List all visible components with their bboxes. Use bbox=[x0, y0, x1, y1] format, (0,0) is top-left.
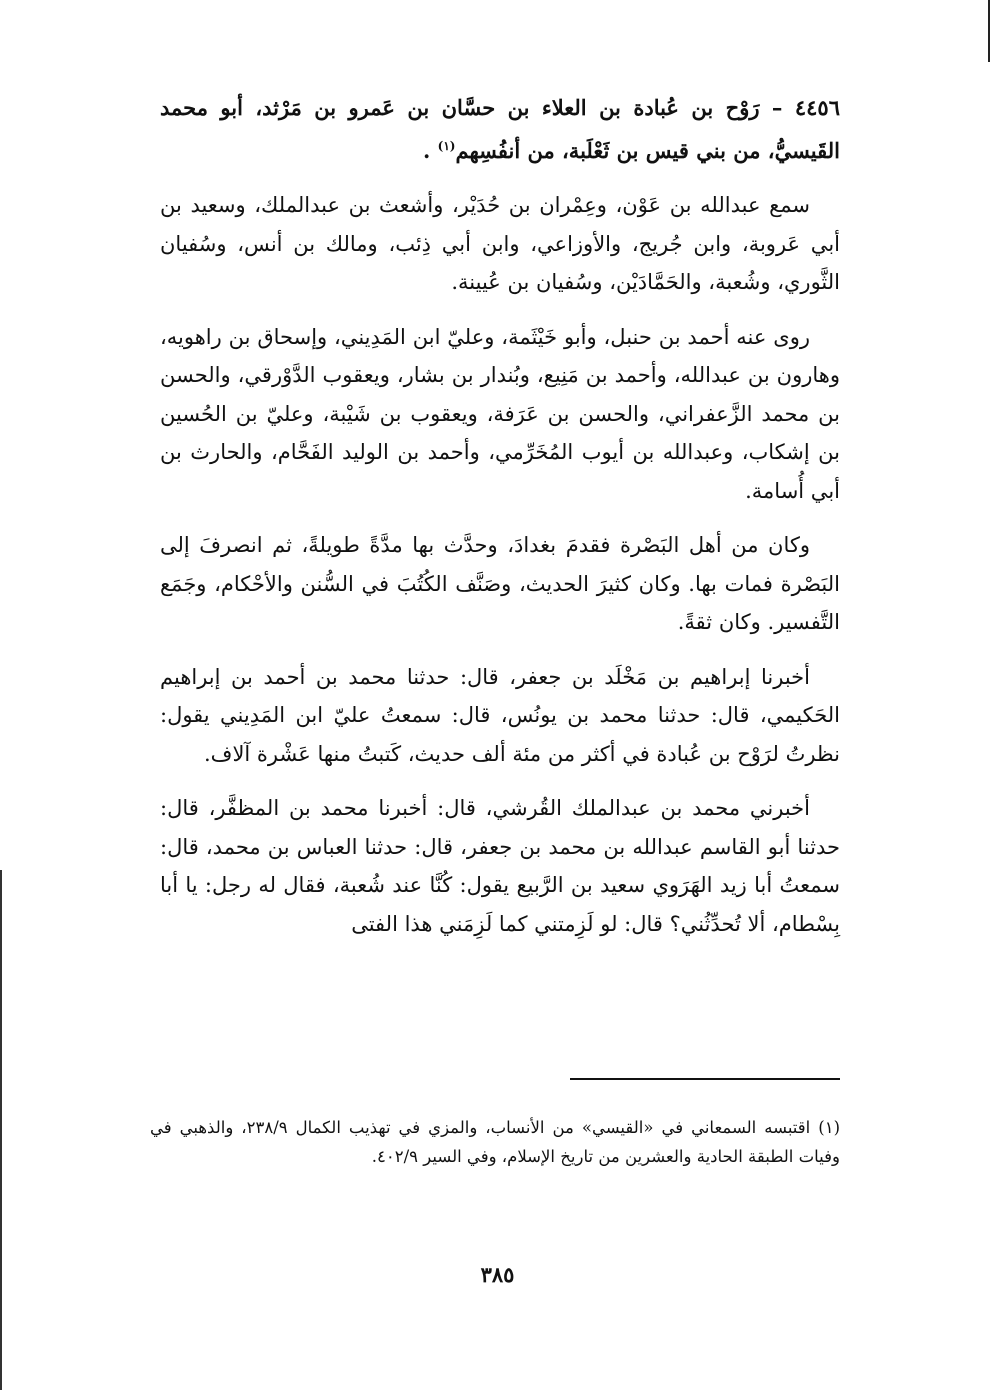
entry-heading-text: ٤٤٥٦ – رَوْح بن عُبادة بن العلاء بن حسَّان بن عَمرو بن مَرْثد، أبو محمد القَيسيُّ، من بني قيس بن ثَعْلَبة، من أنفُسِهم bbox=[160, 95, 840, 163]
paragraph-narration-2: أخبرني محمد بن عبدالملك القُرشي، قال: أخبرنا محمد بن المظفَّر، قال: حدثنا أبو القاسم عبدالله بن محمد بن جعفر، قال: حدثنا العباس بن محمد، قال: سمعتُ أبا زيد الهَرَوي سعيد بن الرَّبيع يقول: كُنَّا عند شُعبة، فقال له رجل: يا أبا بِسْطام، ألا تُحدِّثُني؟ قال: لو لَزِمتني كما لَزِمَني هذا الفتى bbox=[160, 796, 840, 936]
page-number: ٣٨٥ bbox=[480, 1262, 515, 1287]
paragraph-teachers: سمع عبدالله بن عَوْن، وعِمْران بن حُدَيْر، وأشعث بن عبدالملك، وسعيد بن أبي عَروبة، وابن جُريج، والأوزاعي، وابن أبي ذِئب، ومالك بن أنس، وسُفيان الثَّوري، وشُعبة، والحَمَّادَيْن، وسُفيان بن عُيينة. bbox=[160, 193, 840, 294]
paragraph-students: روى عنه أحمد بن حنبل، وأبو خَيْثَمة، وعليّ ابن المَدِيني، وإسحاق بن راهويه، وهارون بن عبدالله، وأحمد بن مَنِيع، وبُندار بن بشار، ويعقوب الدَّوْرقي، والحسن بن محمد الزَّعفراني، والحسن بن عَرَفة، ويعقوب بن شَيْبة، وعليّ بن الحُسين بن إشكاب، وعبدالله بن أيوب المُخَرِّمي، وأحمد بن الوليد الفَحَّام، والحارث بن أبي أُسامة. bbox=[160, 324, 840, 503]
scan-edge-line-left bbox=[0, 870, 2, 1390]
footnote-separator bbox=[570, 1078, 840, 1080]
footnote: (١) اقتبسه السمعاني في «القيسي» من الأنساب، والمزي في تهذيب الكمال ٢٣٨/٩، والذهبي في وفيات الطبقة الحادية والعشرين من تاريخ الإسلام، وفي السير ٤٠٢/٩. bbox=[150, 1117, 840, 1166]
paragraph-narration-1: أخبرنا إبراهيم بن مَخْلَد بن جعفر، قال: حدثنا محمد بن أحمد بن إبراهيم الحَكيمي، قال: حدثنا محمد بن يونُس، قال: سمعتُ عليّ ابن المَدِيني يقول: نظرتُ لرَوْح بن عُبادة في أكثر من مئة ألف حديث، كَتبتُ منها عَشْرة آلاف. bbox=[160, 664, 840, 766]
main-text bbox=[160, 86, 840, 943]
footnote-reference: (١) bbox=[437, 139, 456, 153]
entry-heading: ٤٤٥٦ – رَوْح بن عُبادة بن العلاء بن حسَّان بن عَمرو بن مَرْثد، أبو محمد القَيسيُّ، من بني قيس بن ثَعْلَبة، من أنفُسِهم$^{(١)}$ . bbox=[160, 95, 840, 163]
paragraph-biography: وكان من أهل البَصْرة فقدمَ بغدادَ، وحدَّث بها مدَّةً طويلةً، ثم انصرفَ إلى البَصْرة فمات بها. وكان كثيرَ الحديث، وصَنَّف الكُتُبَ في السُّنن والأحْكام، وجَمَع التَّفسير. وكان ثقةً. bbox=[160, 533, 840, 634]
scan-edge-line-top bbox=[988, 0, 990, 62]
